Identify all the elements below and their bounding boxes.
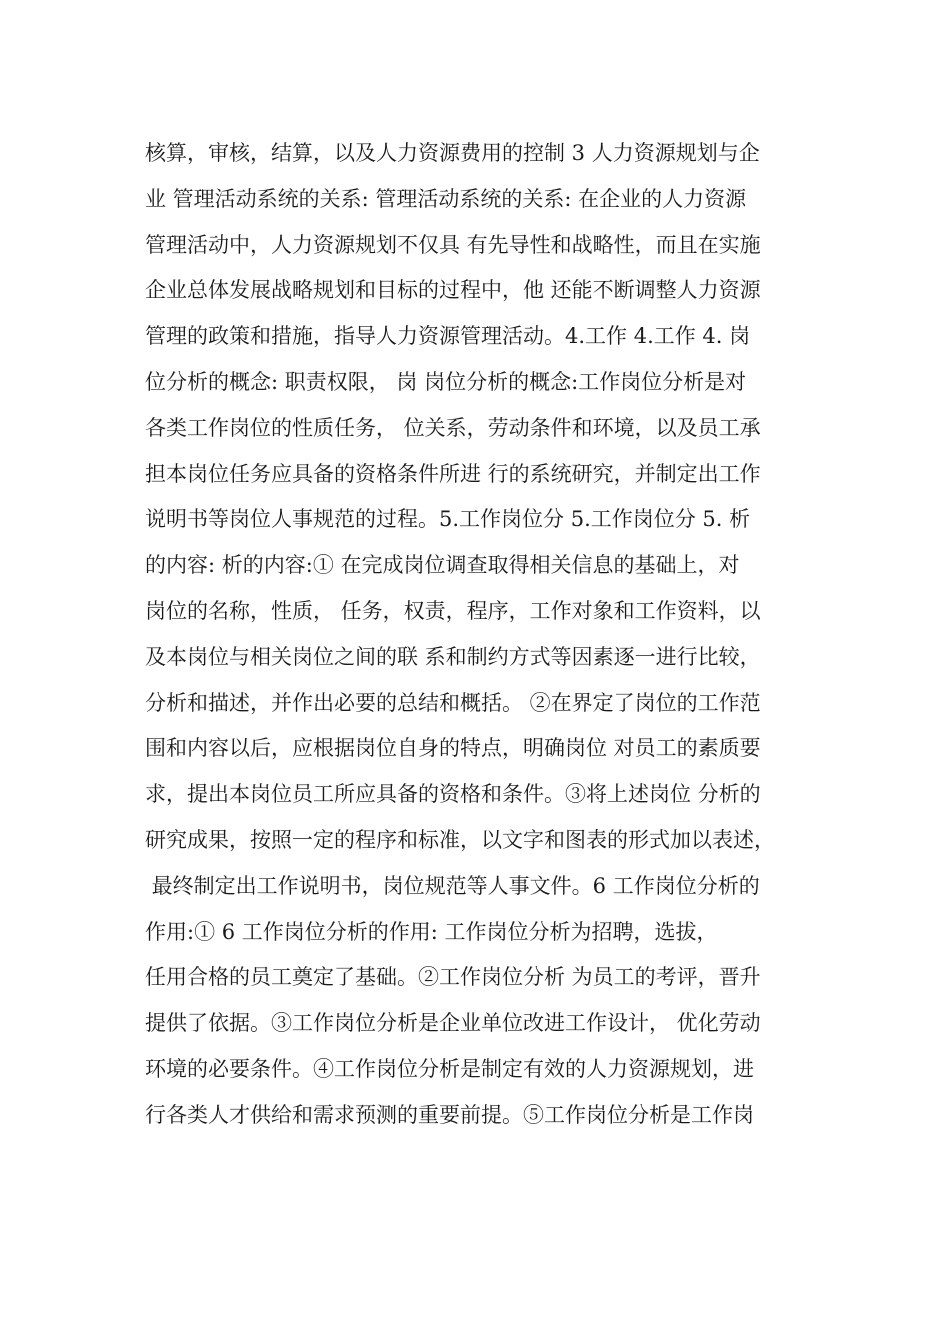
text-line: 任用合格的员工奠定了基础。②工作岗位分析 为员工的考评，晋升	[145, 965, 761, 990]
text-line: 核算，审核，结算，以及人力资源费用的控制 3 人力资源规划与企	[145, 141, 760, 165]
text-line: 及本岗位与相关岗位之间的联 系和制约方式等因素逐一进行比较，	[145, 644, 761, 669]
text-line: 围和内容以后，应根据岗位自身的特点，明确岗位 对员工的素质要	[145, 736, 761, 761]
text-line: 环境的必要条件。④工作岗位分析是制定有效的人力资源规划，进	[145, 1056, 754, 1081]
text-line: 管理活动中，人力资源规划不仅具 有先导性和战略性，而且在实施	[145, 232, 761, 257]
text-line: 求，提出本岗位员工所应具备的资格和条件。③将上述岗位 分析的	[145, 782, 761, 807]
text-line: 行各类人才供给和需求预测的重要前提。⑤工作岗位分析是工作岗	[145, 1102, 754, 1127]
text-line: 最终制定出工作说明书，岗位规范等人事文件。6 工作岗位分析的	[145, 873, 760, 898]
text-line: 业 管理活动系统的关系: 管理活动系统的关系: 在企业的人力资源	[145, 186, 747, 211]
text-line: 作用:① 6 工作岗位分析的作用: 工作岗位分析为招聘，选拔，	[145, 919, 718, 944]
text-line: 企业总体发展战略规划和目标的过程中，他 还能不断调整人力资源	[145, 278, 761, 303]
text-line: 担本岗位任务应具备的资格条件所进 行的系统研究，并制定出工作	[145, 461, 761, 486]
text-line: 位分析的概念: 职责权限， 岗 岗位分析的概念:工作岗位分析是对	[145, 369, 747, 394]
text-line: 分析和描述，并作出必要的总结和概括。 ②在界定了岗位的工作范	[145, 690, 761, 715]
text-line: 管理的政策和措施，指导人力资源管理活动。4.工作 4.工作 4. 岗	[145, 324, 751, 349]
text-line: 研究成果，按照一定的程序和标准，以文字和图表的形式加以表述，	[145, 827, 775, 852]
text-line: 的内容: 析的内容:① 在完成岗位调查取得相关信息的基础上，对	[145, 553, 740, 578]
text-line: 各类工作岗位的性质任务， 位关系，劳动条件和环境，以及员工承	[145, 415, 761, 440]
text-line: 说明书等岗位人事规范的过程。5.工作岗位分 5.工作岗位分 5. 析	[145, 507, 751, 532]
body-text	[145, 131, 815, 1139]
text-line: 岗位的名称，性质， 任务，权责，程序，工作对象和工作资料，以	[145, 598, 761, 623]
text-line: 提供了依据。③工作岗位分析是企业单位改进工作设计， 优化劳动	[145, 1011, 761, 1036]
